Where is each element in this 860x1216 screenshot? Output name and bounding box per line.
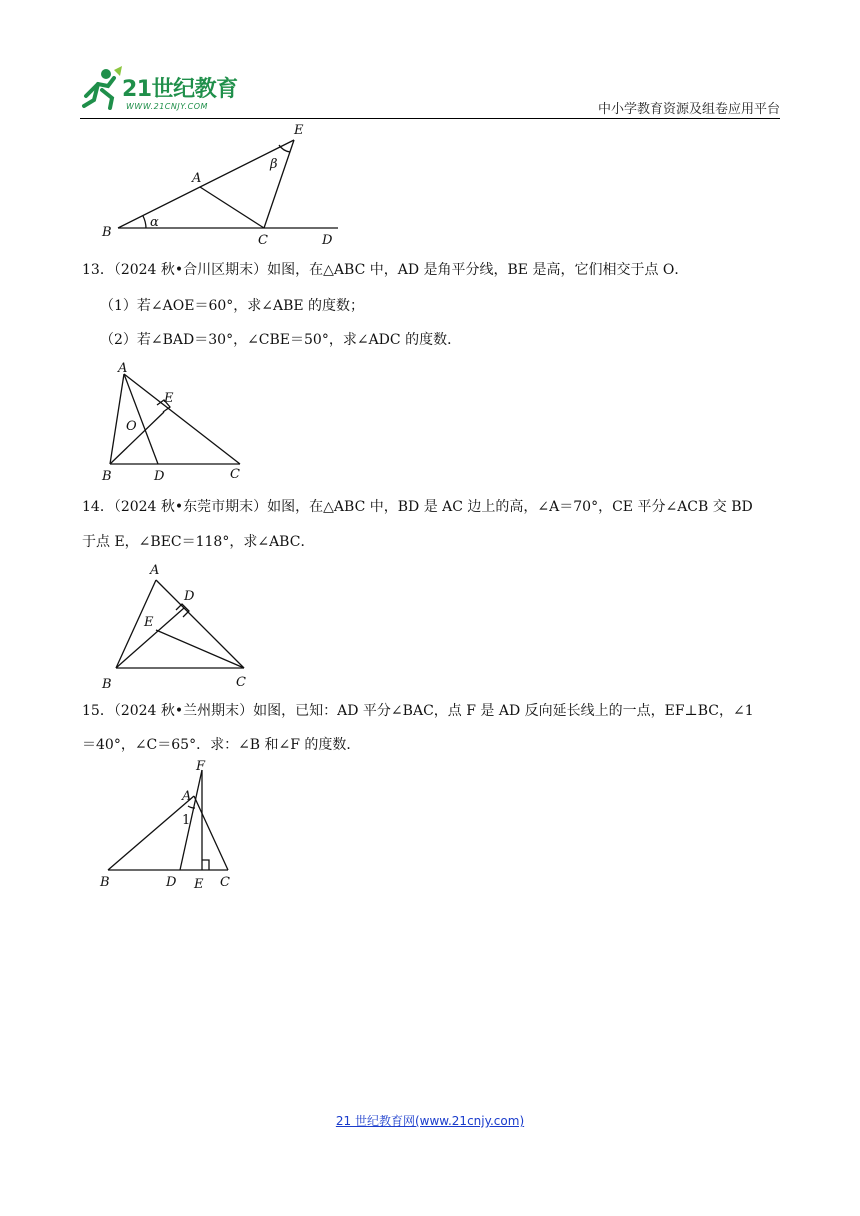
- label-alpha: α: [150, 215, 159, 230]
- footer-link[interactable]: 21 世纪教育网(www.21cnjy.com): [335, 1114, 525, 1128]
- label-beta: β: [270, 157, 278, 172]
- figure-q15: [96, 756, 246, 892]
- label-C: C: [230, 467, 240, 482]
- question-13-part-2: （2）若∠BAD＝30°，∠CBE＝50°，求∠ADC 的度数．: [100, 332, 462, 348]
- label-B: B: [102, 469, 112, 484]
- label-B: B: [102, 677, 112, 692]
- header-platform-text: 中小学教育资源及组卷应用平台: [597, 102, 780, 117]
- label-D: D: [184, 589, 195, 604]
- logo-text: 21世纪教育: [122, 77, 238, 102]
- label-C: C: [220, 875, 230, 890]
- label-D: D: [322, 233, 333, 248]
- label-D: D: [166, 875, 177, 890]
- logo: [80, 66, 238, 114]
- label-A: A: [118, 361, 128, 376]
- label-E: E: [164, 391, 174, 406]
- figure-q13: [98, 360, 258, 484]
- label-E: E: [144, 615, 154, 630]
- question-14-text-line-1: 14．（2024 秋•东莞市期末）如图，在△ABC 中，BD 是 AC 边上的高，∠A＝70°，CE 平分∠ACB 交 BD: [82, 499, 753, 515]
- label-D: D: [154, 469, 165, 484]
- label-B: B: [102, 225, 112, 240]
- label-angle-1: 1: [182, 813, 191, 828]
- question-13-text: 13．（2024 秋•合川区期末）如图，在△ABC 中，AD 是角平分线，BE 是高，它们相交于点 O．: [82, 262, 689, 278]
- figure-q14: [96, 560, 260, 692]
- label-E: E: [294, 123, 304, 138]
- label-C: C: [258, 233, 268, 248]
- logo-url: WWW.21CNJY.COM: [126, 102, 208, 111]
- question-14-text-line-2: 于点 E，∠BEC＝118°，求∠ABC．: [82, 534, 315, 550]
- label-C: C: [236, 675, 246, 690]
- header-divider: [80, 118, 780, 119]
- label-A: A: [182, 789, 192, 804]
- label-B: B: [100, 875, 110, 890]
- page-header: [80, 66, 780, 118]
- runner-logo-icon: [80, 66, 124, 110]
- label-O: O: [126, 419, 137, 434]
- label-F: F: [196, 759, 206, 774]
- label-E: E: [194, 877, 204, 892]
- footer: [0, 1112, 860, 1129]
- question-13-part-1: （1）若∠AOE＝60°，求∠ABE 的度数；: [100, 298, 365, 314]
- figure-q12: [96, 120, 356, 250]
- label-A: A: [150, 563, 160, 578]
- question-15-text-line-1: 15．（2024 秋•兰州期末）如图，已知：AD 平分∠BAC，点 F 是 AD 反向延长线上的一点，EF⊥BC，∠1: [82, 703, 754, 719]
- label-A: A: [192, 171, 202, 186]
- question-15-text-line-2: ＝40°，∠C＝65°．求：∠B 和∠F 的度数．: [82, 737, 361, 753]
